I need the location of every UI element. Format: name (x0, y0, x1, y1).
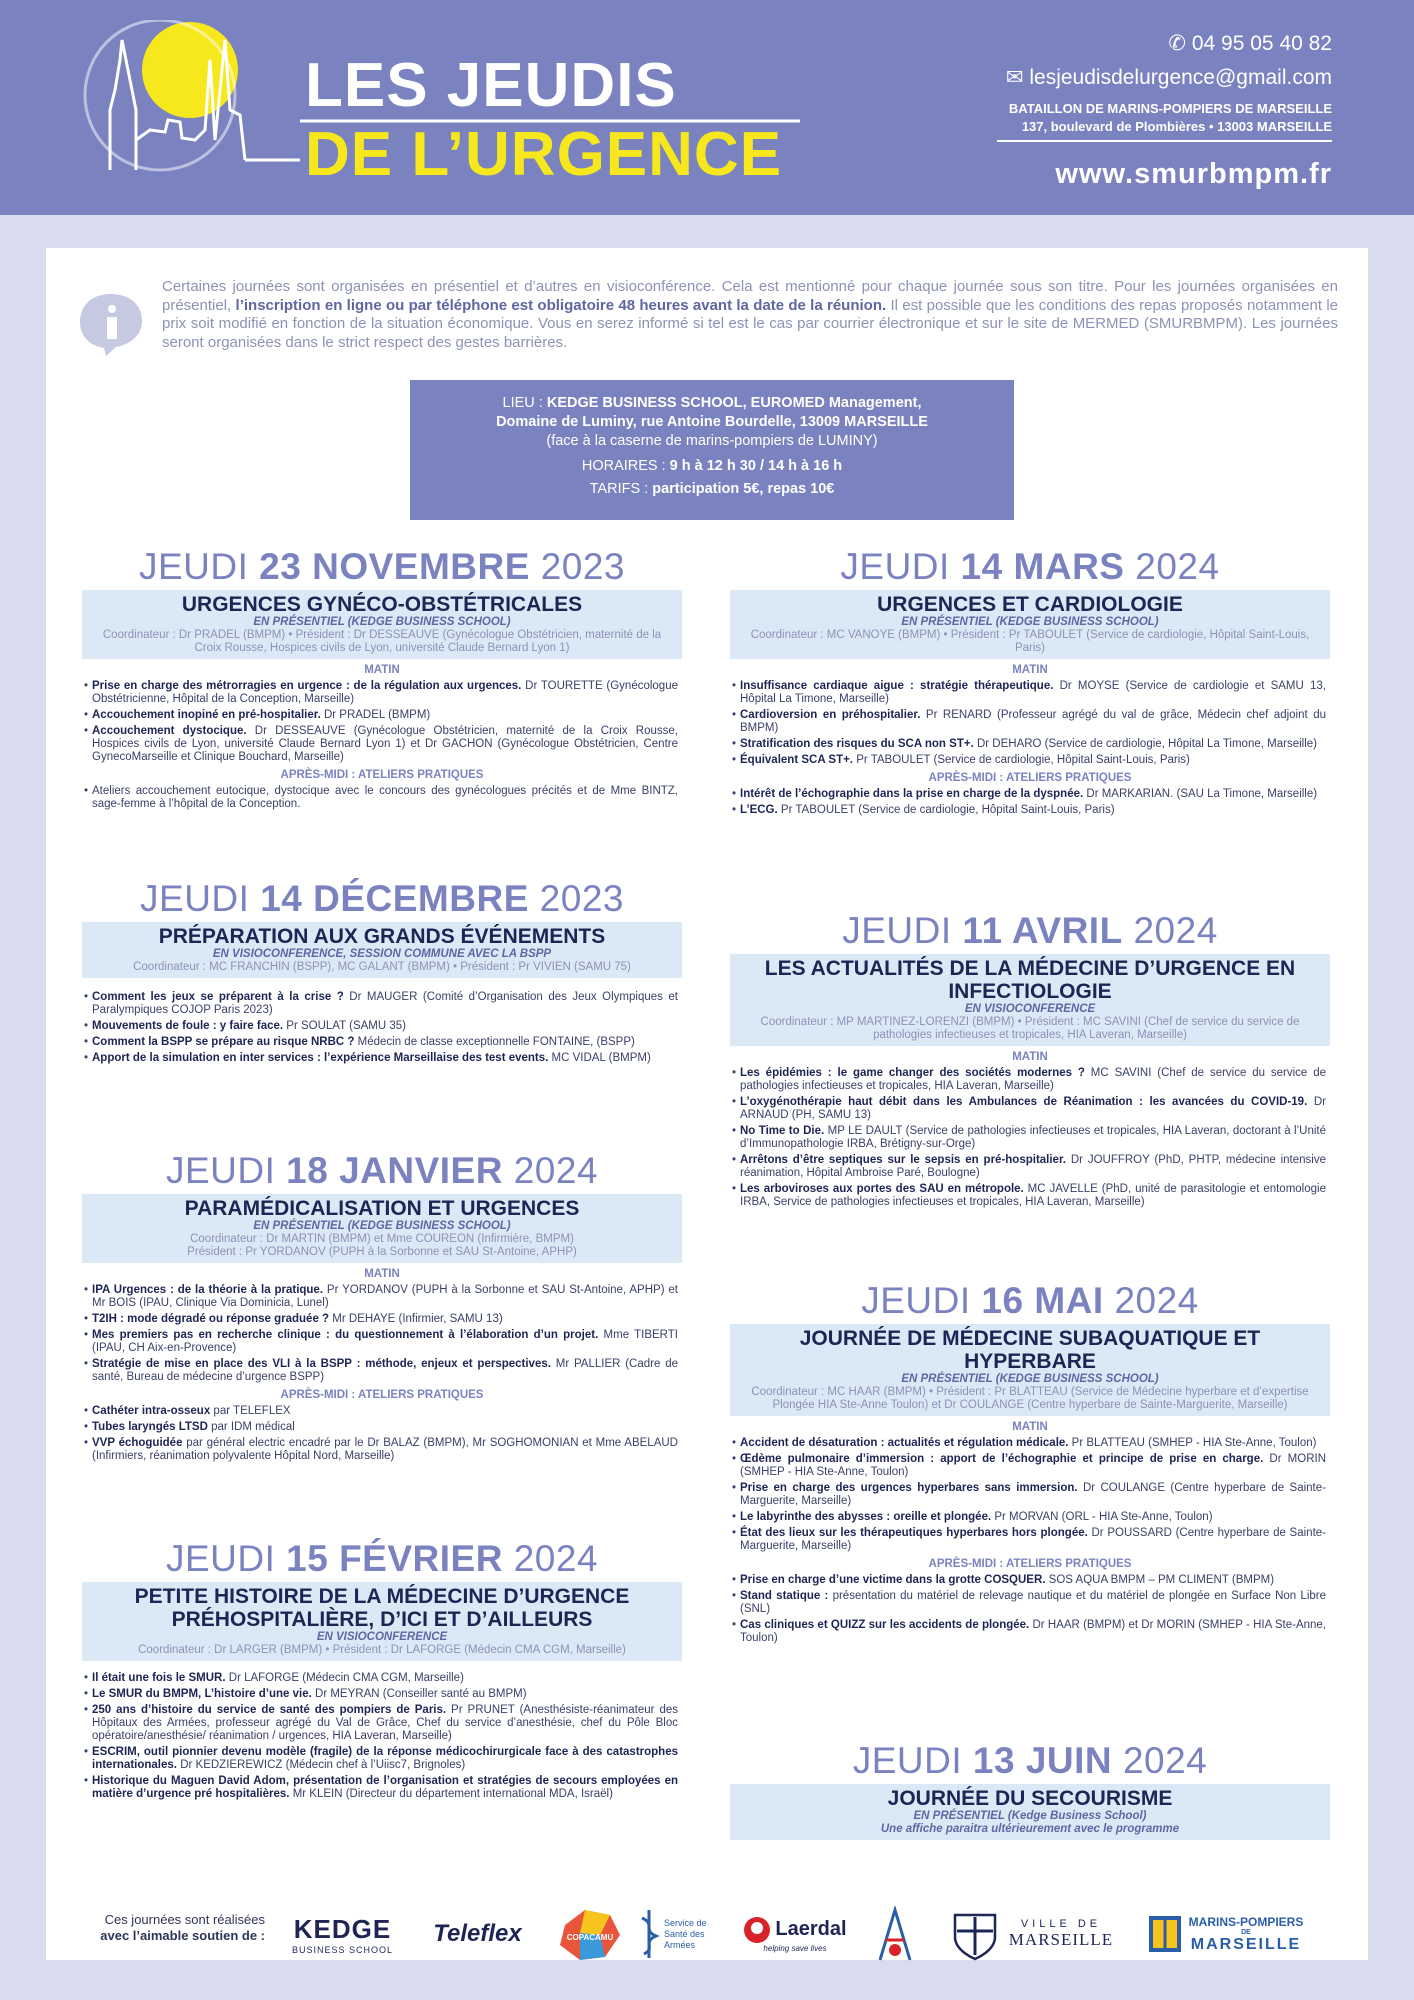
program-item-speaker: Dr MORIN (SMHEP - HIA Ste-Anne, Toulon) (740, 1453, 1326, 1478)
program-item (740, 738, 1326, 751)
program-list (82, 1284, 682, 1384)
day-mode: EN VISIOCONFERENCE, SESSION COMMUNE AVEC LA BSPP (212, 948, 552, 960)
hours-value: 9 h à 12 h 30 / 14 h à 16 h (669, 458, 843, 474)
program-item-topic: Historique du Maguen David Adom, présentation de l’organisation et stratégies de secours employées en matière d’urgence pré hospitalières. (92, 1775, 678, 1800)
teleflex-logo: Teleflex (433, 1920, 522, 1947)
jeudi-label: JEUDI (840, 546, 950, 587)
program-item-speaker: Dr PRADEL (BMPM) (320, 709, 431, 721)
address-line1: BATAILLON DE MARINS-POMPIERS DE MARSEILLE (1008, 101, 1332, 116)
program-item (92, 1284, 678, 1310)
eiffel-logo (860, 1905, 930, 1963)
program-item-speaker: Dr TOURETTE (Gynécologue Obstétricienne, Hôpital de la Conception, Marseille) (92, 680, 678, 705)
program-item-speaker: Mr DEHAYE (Infirmier, SAMU 13) (329, 1313, 503, 1325)
program-item (740, 1437, 1326, 1450)
info-text-part1: Certaines journées sont organisées en présentiel et d’autres en visioconférence. Cela est mentionné pour chaque journée sous son titre. Pour les journées organisées en présentiel, (162, 278, 1338, 314)
program-item-topic: Œdème pulmonaire d’immersion : apport de l’échographie et principe de prise en charge. (740, 1453, 1264, 1465)
ssa-logo (638, 1905, 728, 1963)
program-item (92, 1672, 678, 1685)
program-item (92, 1052, 678, 1065)
day-date-main: 18 JANVIER (286, 1150, 503, 1191)
program-item-topic: Cardioversion en préhospitalier. (740, 709, 921, 721)
marins-pompiers-de-text: DE (1241, 1928, 1251, 1936)
day-mode: EN PRÉSENTIEL (KEDGE BUSINESS SCHOOL) (253, 616, 511, 628)
afternoon-label: APRÈS-MIDI : ATELIERS PRATIQUES (928, 1558, 1132, 1570)
address-line2: 137, boulevard de Plombières • 13003 MARSEILLE (1021, 119, 1332, 134)
program-item-topic: T2IH : mode dégradé ou réponse graduée ? (92, 1313, 330, 1325)
day-date (82, 546, 682, 588)
program-item (92, 1405, 678, 1418)
program-item (740, 1453, 1326, 1479)
program-list (730, 1437, 1330, 1553)
program-item-topic: Mes premiers pas en recherche clinique : du questionnement à l’élaboration d’un projet. (92, 1329, 599, 1341)
program-item-speaker: Dr POUSSARD (Centre hyperbare de Sainte-Marguerite, Marseille) (740, 1527, 1326, 1552)
prices-value: participation 5€, repas 10€ (652, 481, 835, 497)
program-item-speaker: par général electric encadré par le Dr BALAZ (BMPM), Mr SOGHOMONIAN et Mme ABELAUD (Infirmiers, réanimation polyvalente Hôpital Nord, Marseille) (92, 1437, 678, 1462)
day-title-box (82, 590, 682, 659)
program-item (740, 804, 1326, 817)
program-item-speaker: Pr RENARD (Professeur agrégé du val de grâce, Médecin chef adjoint du BMPM) (740, 709, 1326, 734)
day-date (82, 878, 682, 920)
day-coordinators: Coordinateur : Dr MARTIN (BMPM) et Mme COUREON (Infirmière, BMPM) (190, 1233, 574, 1245)
header (0, 0, 1414, 215)
program-list (82, 785, 682, 811)
program-item-topic: Intérêt de l’échographie dans la prise en charge de la dyspnée. (740, 788, 1084, 800)
kedge-logo-sub: BUSINESS SCHOOL (291, 1944, 394, 1955)
title-underline (300, 118, 800, 124)
day-year: 2024 (1135, 546, 1220, 587)
day-title: PRÉPARATION AUX GRANDS ÉVÉNEMENTS (158, 925, 606, 948)
day-year: 2024 (1133, 910, 1218, 951)
program-item-speaker: Dr HAAR (BMPM) et Dr MORIN (SMHEP - HIA Ste-Anne, Toulon) (740, 1619, 1327, 1644)
program-item-speaker: par TELEFLEX (210, 1405, 291, 1417)
program-item-speaker: Dr MOYSE (Service de cardiologie et SAMU 13, Hôpital La Timone, Marseille) (740, 680, 1326, 705)
jeudi-label: JEUDI (138, 546, 249, 587)
program-item (92, 1421, 678, 1434)
marseille-coat-of-arms-icon (947, 1907, 1003, 1961)
day-year: 2024 (1122, 1740, 1208, 1781)
day-section-nov (82, 546, 682, 811)
day-coordinators: Coordinateur : MC VANOYE (BMPM) • Président : Pr TABOULET (Service de cardiologie, Hôpital Saint-Louis, Paris) (750, 629, 1310, 654)
caduceus-icon (638, 1908, 660, 1960)
day-title: URGENCES ET CARDIOLOGIE (877, 593, 1183, 616)
laerdal-logo (740, 1905, 850, 1963)
marins-pompiers-city-text: MARSEILLE (1190, 1935, 1302, 1953)
sponsors-footer (80, 1900, 1340, 1970)
jeudi-label: JEUDI (165, 1150, 276, 1191)
day-mode: EN PRÉSENTIEL (KEDGE BUSINESS SCHOOL) (253, 1220, 511, 1232)
program-item-topic: Les arboviroses aux portes des SAU en métropole. (740, 1183, 1024, 1195)
day-mode: EN PRÉSENTIEL (Kedge Business School) (913, 1810, 1147, 1822)
program-item (740, 709, 1326, 735)
program-item-speaker: Mme TIBERTI (IPAU, CH Aix-en-Provence) (92, 1329, 678, 1354)
header-divider (997, 140, 1332, 142)
contact-block (1006, 32, 1332, 191)
program-list (730, 1067, 1330, 1209)
program-item (740, 1482, 1326, 1508)
program-item (92, 1036, 678, 1049)
copacamu-text: COPACAMU (566, 1933, 614, 1942)
program-item-speaker: Pr PRUNET (Anesthésiste-réanimateur des Hôpitaux des Armées, professeur agrégé du Val de Grâce, Chef du service d’anesthésie, chef du Pôle Bloc opératoire/anesthésie/ réanimation / urgences, HIA Laveran, Marseille) (92, 1704, 678, 1742)
day-title: JOURNÉE DE MÉDECINE SUBAQUATIQUE ET HYPERBARE (799, 1327, 1261, 1373)
program-item-topic: Arrêtons d’être septiques sur le sepsis en pré-hospitalier. (740, 1154, 1066, 1166)
day-title-box (730, 1324, 1330, 1416)
program-list (82, 680, 682, 764)
laerdal-logo-text: Laerdal (775, 1918, 847, 1940)
program-item-speaker: Dr MARKARIAN. (SAU La Timone, Marseille) (1083, 788, 1318, 800)
program-item-topic: Apport de la simulation en inter services : l’expérience Marseillaise des test events. (92, 1052, 549, 1064)
program-list (82, 1405, 682, 1463)
program-item (92, 785, 678, 811)
day-title: LES ACTUALITÉS DE LA MÉDECINE D’URGENCE EN INFECTIOLOGIE (764, 957, 1296, 1003)
laerdal-face-icon (743, 1916, 771, 1944)
program-item-speaker: Pr MORVAN (ORL - HIA Ste-Anne, Toulon) (991, 1511, 1213, 1523)
kedge-logo (280, 1905, 405, 1963)
main-panel (46, 248, 1368, 1960)
program-list (730, 1574, 1330, 1645)
day-note: Une affiche paraitra ultérieurement avec le programme (880, 1823, 1180, 1835)
day-year: 2024 (513, 1150, 599, 1191)
venue-line1: KEDGE BUSINESS SCHOOL, EUROMED Management, (546, 395, 922, 411)
jeudi-label: JEUDI (140, 878, 250, 919)
program-item-speaker: Dr DESSEAUVE (Gynécologue Obstétricien, maternité de la Croix Rousse, Hospices civils de Lyon, université Claude Bernard Lyon 1) et Dr GACHON (Gynécologue Obstétricien, Centre GynecoMarseille et Clinique Bouchard, Marseille) (92, 725, 678, 763)
venue-line3: (face à la caserne de marins-pompiers de LUMINY) (546, 433, 878, 449)
laerdal-tagline: helping save lives (763, 1943, 827, 1953)
day-president: Président : Pr YORDANOV (PUPH à la Sorbonne et SAU St-Antoine, APHP) (187, 1246, 577, 1258)
program-item-topic: 250 ans d’histoire du service de santé des pompiers de Paris. (92, 1704, 447, 1716)
copacamu-logo (550, 1905, 630, 1963)
sponsors-label-line2: avec l’aimable soutien de : (100, 1928, 265, 1943)
program-item-topic: No Time to Die. (740, 1125, 825, 1137)
day-mode: EN VISIOCONFERENCE (964, 1003, 1096, 1015)
day-title-box (82, 1582, 682, 1661)
phone-number: 04 95 05 40 82 (1191, 32, 1332, 55)
day-mode: EN VISIOCONFERENCE (316, 1631, 448, 1643)
program-item-speaker: Dr ARNAUD (PH, SAMU 13) (740, 1096, 1326, 1121)
day-year: 2024 (1114, 1280, 1199, 1321)
program-item-speaker: Médecin de classe exceptionnelle FONTAINE, (BSPP) (354, 1036, 635, 1048)
program-item-speaker: Dr COULANGE (Centre hyperbare de Sainte-Marguerite, Marseille) (740, 1482, 1326, 1507)
program-item-speaker: MC SAVINI (Chef de service du service de pathologies infectieuses et tropicales, HIA Laveran, Marseille) (740, 1067, 1326, 1092)
program-item (92, 1704, 678, 1743)
day-date (730, 1280, 1330, 1322)
program-item (92, 1313, 678, 1326)
city-skyline-logo-icon (70, 20, 300, 180)
program-item-topic: Accident de désaturation : actualités et régulation médicale. (740, 1437, 1069, 1449)
day-section-apr (730, 910, 1330, 1209)
sponsors-label-line1: Ces journées sont réalisées (104, 1912, 265, 1927)
program-item-speaker: Dr JOUFFROY (PhD, PHTP, médecine intensive réanimation, Hôpital Ambroise Paré, Boulogne) (740, 1154, 1326, 1179)
afternoon-label: APRÈS-MIDI : ATELIERS PRATIQUES (280, 769, 484, 781)
program-item-topic: IPA Urgences : de la théorie à la pratique. (92, 1284, 324, 1296)
program-item (740, 1511, 1326, 1524)
day-date-main: 14 MARS (960, 546, 1125, 587)
ville-marseille-logo (940, 1905, 1120, 1963)
program-item (740, 1590, 1326, 1616)
program-item-speaker: Pr SOULAT (SAMU 35) (283, 1020, 406, 1032)
program-item-topic: Prise en charge des urgences hyperbares sans immersion. (740, 1482, 1078, 1494)
venue-line2: Domaine de Luminy, rue Antoine Bourdelle, 13009 MARSEILLE (496, 414, 928, 430)
marins-pompiers-logo (1130, 1905, 1320, 1963)
info-icon (76, 290, 146, 358)
marseille-text: MARSEILLE (1008, 1930, 1114, 1949)
program-item (92, 1358, 678, 1384)
copacamu-map-icon (555, 1905, 625, 1963)
program-item-topic: ESCRIM, outil pionnier devenu modèle (fragile) de la réponse médicochirurgicale face à des catastrophes internationales. (92, 1746, 678, 1771)
hours-label: HORAIRES : (581, 458, 670, 474)
program-item-speaker: Dr KEDZIEREWICZ (Médecin chef à l’Uiisc7, Brignoles) (177, 1759, 466, 1771)
day-section-jun (730, 1740, 1330, 1840)
program-item (740, 1527, 1326, 1553)
day-title: JOURNÉE DU SECOURISME (887, 1787, 1173, 1810)
program-item (92, 680, 678, 706)
info-text (162, 278, 1338, 352)
day-title-box (82, 1194, 682, 1263)
program-item-speaker: Pr YORDANOV (PUPH à la Sorbonne et SAU St-Antoine, APHP) et Mr BOIS (IPAU, Clinique Via Dominicia, Lunel) (92, 1284, 678, 1309)
program-item-speaker: Mr PALLIER (Cadre de santé, Bureau de médecine d’urgence BSPP) (92, 1358, 678, 1383)
mail-icon: ✉ (1005, 66, 1030, 89)
kedge-logo-text: KEDGE (293, 1913, 392, 1944)
program-item-topic: Le labyrinthe des abysses : oreille et plongée. (740, 1511, 992, 1523)
sponsors-label (80, 1912, 265, 1944)
jeudi-label: JEUDI (165, 1538, 276, 1579)
program-item-topic: Prise en charge des métrorragies en urgence : de la régulation aux urgences. (92, 680, 522, 692)
program-list (730, 788, 1330, 817)
day-title-box (82, 922, 682, 978)
program-item (740, 788, 1326, 801)
program-item-topic: Mouvements de foule : y faire face. (92, 1020, 284, 1032)
program-item-topic: Accouchement dystocique. (92, 725, 247, 737)
program-item-topic: L’ECG. (740, 804, 778, 816)
venue-box (410, 380, 1014, 520)
phone (1006, 32, 1332, 56)
day-date-main: 23 NOVEMBRE (259, 546, 530, 587)
program-list (82, 991, 682, 1065)
day-title-box (730, 954, 1330, 1046)
info-text-bold: l’inscription en ligne ou par téléphone est obligatoire 48 heures avant la date de la réunion. (235, 296, 887, 314)
info-text-part2: Il est possible que les conditions des repas proposés notamment le prix soit modifié en fonction de la situation économique. Vous en serez informé si tel est le cas par courrier électronique et sur le site de MERMED (SMURBMPM). Les journées seront organisées dans le strict respect des gestes barrières. (162, 296, 1338, 351)
day-coordinators: Coordinateur : MC FRANCHIN (BSPP), MC GALANT (BMPM) • Président : Pr VIVIEN (SAMU 75) (133, 961, 631, 973)
program-item (92, 1437, 678, 1463)
program-item (740, 754, 1326, 767)
ville-de-text: VILLE DE (1020, 1918, 1102, 1930)
program-item-speaker: par IDM médical (207, 1421, 295, 1433)
program-item-speaker: Dr LAFORGE (Médecin CMA CGM, Marseille) (225, 1672, 464, 1684)
program-list (730, 680, 1330, 767)
program-item-speaker: Dr DEHARO (Service de cardiologie, Hôpital La Timone, Marseille) (973, 738, 1317, 750)
bmpm-shield-icon (1147, 1914, 1183, 1954)
program-item-topic: Cathéter intra-osseux (92, 1405, 211, 1417)
day-mode: EN PRÉSENTIEL (KEDGE BUSINESS SCHOOL) (901, 616, 1159, 628)
program-item (92, 1020, 678, 1033)
day-section-jan (82, 1150, 682, 1463)
program-item-speaker: MC JAVELLE (PhD, unité de parasitologie et entomologie IRBA, Service de pathologies infectieuses et tropicales, HIA Laveran, Marseille) (740, 1183, 1326, 1208)
program-item-speaker: Pr TABOULET (Service de cardiologie, Hôpital Saint-Louis, Paris) (853, 754, 1190, 766)
program-item-topic: Les épidémies : le game changer des sociétés modernes ? (740, 1067, 1085, 1079)
day-date-main: 13 JUIN (972, 1740, 1113, 1781)
afternoon-label: APRÈS-MIDI : ATELIERS PRATIQUES (928, 772, 1132, 784)
program-item-topic: Prise en charge d’une victime dans la grotte COSQUER. (740, 1574, 1046, 1586)
program-item-speaker: MP LE DAULT (Service de pathologies infectieuses et tropicales, HIA Laveran, doctorant à l’Unité d’Immunopathologie IRBA, Brétigny-sur-Orge) (740, 1125, 1326, 1150)
program-item-speaker: MC VIDAL (BMPM) (548, 1052, 651, 1064)
program-item-speaker: Pr TABOULET (Service de cardiologie, Hôpital Saint-Louis, Paris) (777, 804, 1115, 816)
program-item-topic: Cas cliniques et QUIZZ sur les accidents de plongée. (740, 1619, 1030, 1631)
morning-label: MATIN (364, 664, 400, 676)
program-item-speaker: Ateliers accouchement eutocique, dystocique avec le concours des gynécologues précités et de Mme BINTZ, sage-femme à l’hôpital de la Conception. (92, 785, 678, 810)
program-item (740, 1125, 1326, 1151)
day-title: PARAMÉDICALISATION ET URGENCES (184, 1197, 580, 1220)
program-item (740, 1183, 1326, 1209)
day-title-box (730, 590, 1330, 659)
program-item-topic: Il était une fois le SMUR. (92, 1672, 226, 1684)
program-item-speaker: Dr MAUGER (Comité d’Organisation des Jeux Olympiques et Paralympiques COJOP Paris 2023) (92, 991, 678, 1016)
program-item-topic: Équivalent SCA ST+. (740, 754, 854, 766)
venue-label: LIEU : (502, 395, 547, 411)
program-item (740, 1067, 1326, 1093)
title-line2: DE L’URGENCE (305, 120, 783, 189)
marins-pompiers-text: MARINS-POMPIERS (1188, 1914, 1304, 1929)
day-mode: EN PRÉSENTIEL (KEDGE BUSINESS SCHOOL) (901, 1373, 1159, 1385)
prices-label: TARIFS : (589, 481, 653, 497)
program-item (740, 680, 1326, 706)
program-item-topic: Tubes laryngés LTSD (92, 1421, 208, 1433)
eiffel-tower-icon (870, 1906, 920, 1962)
program-item (740, 1619, 1326, 1645)
program-item (92, 1746, 678, 1772)
day-coordinators: Coordinateur : MP MARTINEZ-LORENZI (BMPM) • Président : MC SAVINI (Chef de service du service de pathologies infectieuses et tropicales, HIA Laveran, Marseille) (760, 1016, 1300, 1041)
website-link[interactable]: www.smurbmpm.fr (1055, 158, 1332, 190)
program-item-topic: Stratification des risques du SCA non ST+. (740, 738, 974, 750)
program-item-topic: Stratégie de mise en place des VLI à la BSPP : méthode, enjeux et perspectives. (92, 1358, 551, 1370)
program-item-speaker: présentation du matériel de relevage nautique et du matériel de plongée en Surface Non Libre (SNL) (740, 1590, 1326, 1615)
program-item-speaker: Mr KLEIN (Directeur du département international MDA, Israël) (289, 1788, 613, 1800)
program-item-speaker: Pr BLATTEAU (SMHEP - HIA Ste-Anne, Toulon) (1068, 1437, 1317, 1449)
day-section-dec (82, 878, 682, 1065)
ssa-logo-text: Service de Santé des Armées (664, 1917, 707, 1950)
day-date (730, 1740, 1330, 1782)
day-section-mar (730, 546, 1330, 817)
program-item-speaker: Dr MEYRAN (Conseiller santé au BMPM) (311, 1688, 527, 1700)
program-item-topic: Stand statique : (740, 1590, 829, 1602)
day-date-main: 15 FÉVRIER (286, 1538, 503, 1579)
day-coordinators: Coordinateur : Dr LARGER (BMPM) • Président : Dr LAFORGE (Médecin CMA CGM, Marseille) (138, 1644, 626, 1656)
email-address[interactable]: lesjeudisdelurgence@gmail.com (1029, 66, 1332, 89)
morning-label: MATIN (364, 1268, 400, 1280)
day-year: 2024 (513, 1538, 599, 1579)
program-item-topic: Le SMUR du BMPM, L’histoire d’une vie. (92, 1688, 312, 1700)
program-item (92, 1688, 678, 1701)
program-item-topic: Insuffisance cardiaque aigue : stratégie thérapeutique. (740, 680, 1054, 692)
program-item (92, 725, 678, 764)
program-item (92, 709, 678, 722)
day-date-main: 16 MAI (981, 1280, 1104, 1321)
jeudi-label: JEUDI (852, 1740, 963, 1781)
program-item (740, 1154, 1326, 1180)
program-item (92, 1775, 678, 1801)
program-list (82, 1672, 682, 1801)
day-title-box (730, 1784, 1330, 1840)
day-title: PETITE HISTOIRE DE LA MÉDECINE D’URGENCE PRÉHOSPITALIÈRE, D’ICI ET D’AILLEURS (134, 1585, 630, 1631)
morning-label: MATIN (1012, 1051, 1048, 1063)
day-date (82, 1150, 682, 1192)
program-item-topic: L’oxygénothérapie haut débit dans les Ambulances de Réanimation : les avancées du COVID-19. (740, 1096, 1308, 1108)
day-date (730, 546, 1330, 588)
day-section-feb (82, 1538, 682, 1801)
program-item-topic: Comment les jeux se préparent à la crise ? (92, 991, 344, 1003)
program-item-topic: Accouchement inopiné en pré-hospitalier. (92, 709, 321, 721)
day-date-main: 11 AVRIL (962, 910, 1123, 951)
program-item-topic: État des lieux sur les thérapeutiques hyperbares hors plongée. (740, 1527, 1088, 1539)
afternoon-label: APRÈS-MIDI : ATELIERS PRATIQUES (280, 1389, 484, 1401)
jeudi-label: JEUDI (842, 910, 952, 951)
address (1006, 100, 1332, 136)
day-date (730, 910, 1330, 952)
program-item-topic: VVP échoguidée (92, 1437, 183, 1449)
day-date (82, 1538, 682, 1580)
day-title: URGENCES GYNÉCO-OBSTÉTRICALES (181, 593, 583, 616)
program-item (740, 1574, 1326, 1587)
program-item-speaker: SOS AQUA BMPM – PM CLIMENT (BMPM) (1045, 1574, 1275, 1586)
phone-icon: ✆ (1168, 32, 1192, 55)
day-section-may (730, 1280, 1330, 1645)
morning-label: MATIN (1012, 1421, 1048, 1433)
day-date-main: 14 DÉCEMBRE (260, 878, 529, 919)
program-item (92, 991, 678, 1017)
program-item (92, 1329, 678, 1355)
morning-label: MATIN (1012, 664, 1048, 676)
program-item (740, 1096, 1326, 1122)
jeudi-label: JEUDI (861, 1280, 971, 1321)
day-year: 2023 (539, 878, 624, 919)
program-item-topic: Comment la BSPP se prépare au risque NRBC ? (92, 1036, 355, 1048)
day-year: 2023 (540, 546, 625, 587)
email[interactable] (1006, 66, 1332, 90)
title-line1: LES JEUDIS (305, 51, 677, 120)
day-coordinators: Coordinateur : Dr PRADEL (BMPM) • Président : Dr DESSEAUVE (Gynécologue Obstétricien, maternité de la Croix Rousse, Hospices civils de Lyon, université Claude Bernard Lyon 1) (102, 629, 662, 654)
day-coordinators: Coordinateur : MC HAAR (BMPM) • Président : Pr BLATTEAU (Service de Médecine hyperbare et d’expertise Plongée HIA Ste-Anne Toulon) et Dr COULANGE (Centre hyperbare de Sainte-Marguerite, Marseille) (751, 1386, 1309, 1411)
